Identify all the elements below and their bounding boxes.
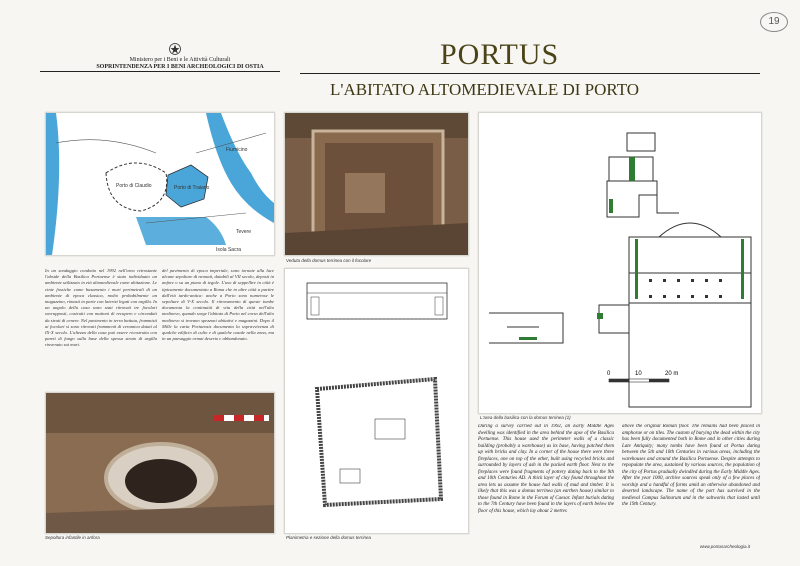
italian-text-col2: del pavimento di epoca imperiale, sono tornate alla luce alcune sepolture di neonati, databili al VII secolo, deposti in anfore o su un piano di tegole. L'uso di seppellire in città è tipicamente documentato a Roma che in altre città a partire dall'età tardo-antica: anche a Porto sono numerose le sepolture di V-X secolo. Il ritrovamento di queste tombe documenta la continuità di vita della città nell'alto medioevo, quando sorge l'abitato di Porto nel corso dell'alto medioevo si trovano spezzoni abitativi e magazzini. Dopo il Mille la carta Portuensis documenta la sopravvivenza di qualche edificio di culto e di qualche casale nella zona, ma in un paesaggio ormai deserto e abbandonato. [162, 268, 274, 342]
scale-label-10: 10 [635, 371, 642, 377]
header-rule-right [300, 73, 760, 74]
english-text-col2: above the original Roman floor. The remains had been placed in amphorae or on tiles. The custom of burying the dead within the city has been fully documented both in Rome and in other cities during Late Antiquity; many tombs have been found at Portus dating between the 5th and 10th Centuries in various areas, including the warehouses and around the Basilica Portuense. Despite attempts to repopulate the area, sustained by various sources, the population of the city of Portus gradually dwindled during the Early Middle Ages. After the year 1000, archive sources speak only of a few places of worship and a handful of farms amid an otherwise abandoned and deserted landscape. The name of the port has survived in the medieval Campus Salinarum and in the saltworks that lasted until the 19th Century. [622, 424, 760, 507]
excavation-photo [284, 112, 469, 256]
italian-text-col1: In un sondaggio condotto nel 1992 nell'area retrostante l'abside della Basilica Portuense è stato individuato un ambiente utilizzato in età altomedievale come abitazione. Le cinte fossiche come basamento i muri perimetrali di un ambiente di epoca classica, molto probabilmente un magazzino, rimasti in parte con laterizi legati con argilla. In un angolo della casa sono stati ritrovati tre focolari sovrapposti, costruiti con mattoni di recupero e circondati da strati di cenere. Nel pavimento in terra battuta, frammisti ai focolari si sono ritrovati frammenti di ceramica datati al IX-X secolo. L'altezza della casa può essere ricostruita con pareti di fango sulla base della spessa strato di argilla rinvenuto sui muri. [45, 268, 157, 348]
scale-label-0: 0 [607, 371, 611, 377]
footer-website: www.portusarcheologia.it [700, 544, 751, 549]
ministry-name: Ministero per i Beni e le Attività Culturali [129, 57, 231, 63]
map-drawing [46, 113, 274, 255]
header-rule-left [40, 71, 280, 72]
basilica-plan [478, 112, 762, 414]
plan-section-drawing [284, 268, 469, 534]
basilica-plan-caption: L'area della basilica con la domus terrinea (1) [480, 415, 571, 420]
english-text-col1: During a survey carried out in 1992, an Early Middle Ages dwelling was identified in the area behind the apse of the Basilica Portuense. This house used the perimeter walls of a classic building (probably a warehouse) as its base, having patched them up with bricks and clay. In a corner of the house there were three fireplaces, one on top of the other, built using recycled bricks and surrounded by layers of ash in the packed earth floor. Next to the fireplaces were found fragments of pottery dating back to the 9th and 10th Centuries AD. A thick layer of clay found throughout the area lets us assume the house had walls of mud and timber. It is likely that this was a domus terrinea (an earthen house) similar to those found in Rome in the Forum of Caesar. Infant burials dating to the 7th Century have been found in the layers of earth below the floor of this house, which lay about 2 metres [478, 424, 614, 514]
map-label-fiumicino: Fiumicino [226, 147, 248, 153]
map-label-tevere: Tevere [236, 229, 252, 235]
map-label-traiano: Porto di Traiano [174, 185, 210, 191]
map-label-claudio: Porto di Claudio [116, 183, 152, 189]
map-label-isola-sacra: Isola Sacra [216, 247, 242, 253]
page-number: 19 [760, 12, 788, 32]
page-title: PORTUS [440, 38, 560, 71]
scale-label-20: 20 m [665, 371, 679, 377]
hearth-photo [45, 392, 275, 534]
hearth-photo-caption: Sepoltura infantile in anfora [45, 535, 100, 540]
page-subtitle: L'ABITATO ALTOMEDIEVALE DI PORTO [330, 80, 640, 99]
plan-section-caption: Planimetria e sezione della domus terrinea [286, 535, 372, 540]
ministry-header [80, 57, 280, 71]
excavation-photo-caption: Veduta della domus terrinea con il focolare [286, 258, 372, 263]
emblem-icon [168, 42, 182, 56]
harbour-map [45, 112, 275, 256]
soprintendenza-name: SOPRINTENDENZA PER I BENI ARCHEOLOGICI DI OSTIA [96, 64, 264, 70]
